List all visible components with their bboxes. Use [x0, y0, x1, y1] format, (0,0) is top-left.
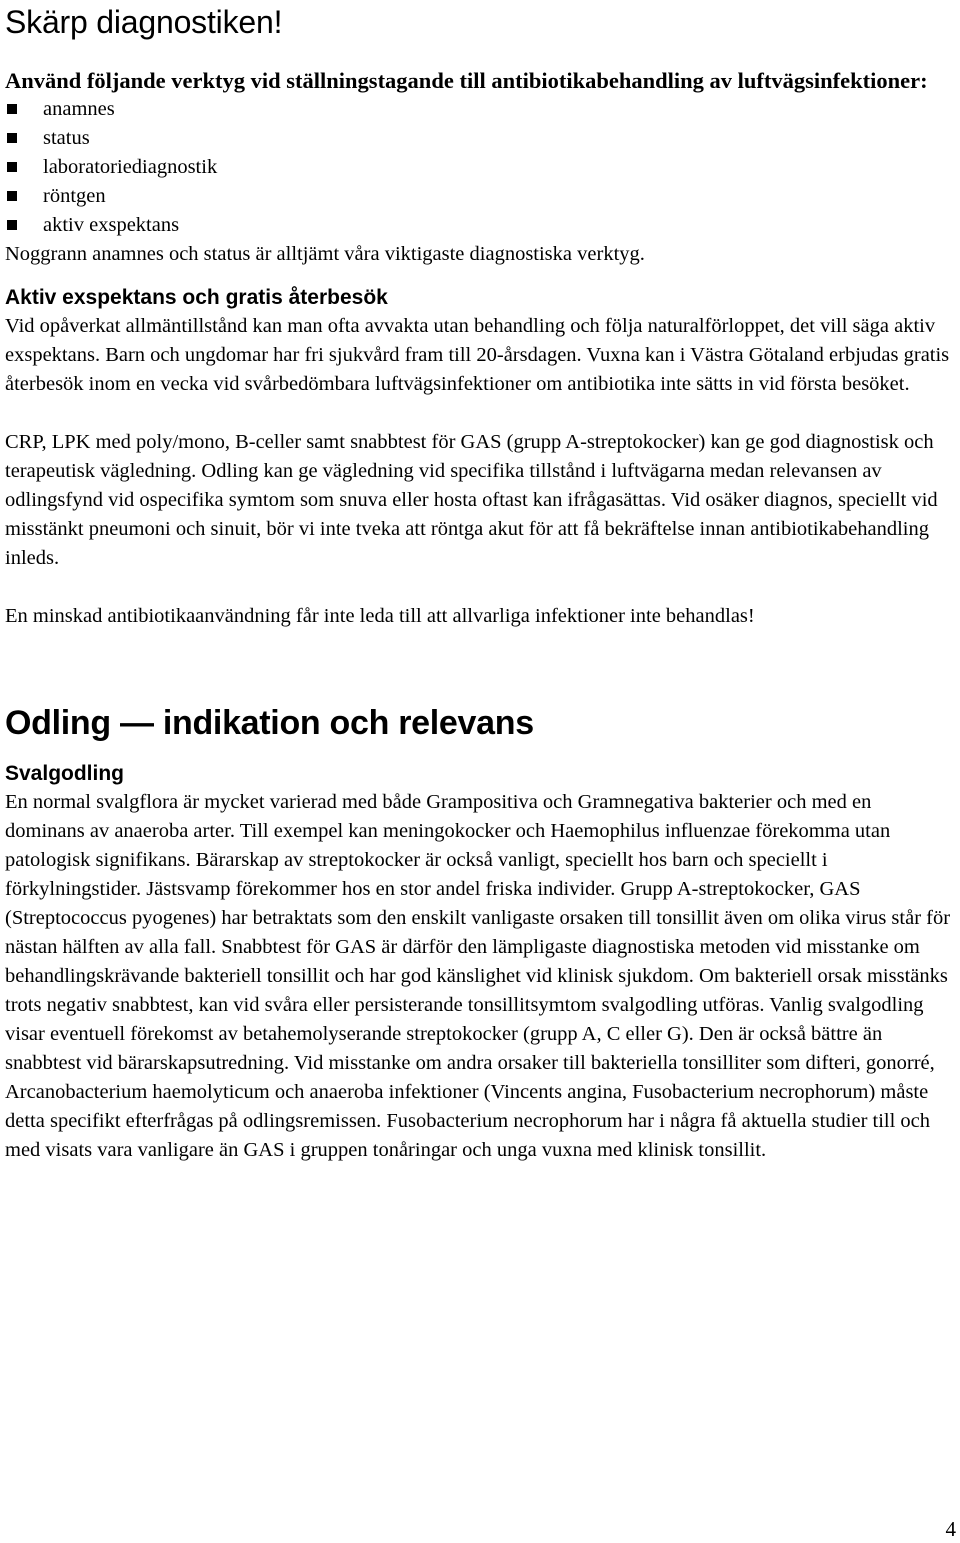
page-title: Skärp diagnostiken!	[5, 4, 283, 40]
aktiv-paragraph-3: En minskad antibiotikaanvändning får inte leda till att allvarliga infektioner inte behandlas!	[5, 605, 755, 627]
list-item	[43, 124, 956, 153]
list-item-label: aktiv exspektans	[43, 214, 180, 236]
tools-list	[5, 95, 956, 240]
list-item-label: anamnes	[43, 98, 115, 120]
list-item-label: laboratoriediagnostik	[43, 156, 218, 178]
list-item-label: röntgen	[43, 185, 106, 207]
tools-summary: Noggrann anamnes och status är alltjämt våra viktigaste diagnostiska verktyg.	[5, 243, 645, 265]
aktiv-paragraph-2: CRP, LPK med poly/mono, B-celler samt snabbtest för GAS (grupp A-streptokocker) kan ge god diagnostisk och terapeutisk vägledning. Odling kan ge vägledning vid specifika tillstånd i luftvägarna medan relevansen av odlingsfynd vid ospecifika symtom som snuva eller hosta oftast kan ifrågasättas. Vid osäker diagnos, speciellt vid misstänkt pneumoni och sinuit, bör vi inte tveka att röntga akut för att få bekräftelse innan antibiotikabehandling inleds.	[5, 431, 938, 569]
svalgodling-paragraph: En normal svalgflora är mycket varierad med både Grampositiva och Gramnegativa bakterier och med en dominans av anaeroba arter. Till exempel kan meningokocker och Haemophilus influenzae förekomma utan patologisk signifikans. Bärarskap av streptokocker är också vanligt, speciellt hos barn och speciellt i förkylningstider. Jästsvamp förekommer hos en stor andel friska individer. Grupp A-streptokocker, GAS (Streptococcus pyogenes) har betraktats som den enskilt vanligaste orsaken till tonsillit även om olika virus står för nästan hälften av alla fall. Snabbtest för GAS är därför den lämpligaste diagnostiska metoden vid misstanke om behandlingskrävande bakteriell tonsillit och har god känslighet vid klinisk sjukdom. Om bakteriell orsak misstänks trots negativ snabbtest, kan vid svåra eller persisterande tonsillitsymtom svalgodling utföras. Vanlig svalgodling visar eventuell förekomst av betahemolyserande streptokocker (grupp A, C eller G). Den är också bättre än snabbtest vid bärarskapsutredning. Vid misstanke om andra orsaker till bakteriella tonsilliter som difteri, gonorré, Arcanobacterium haemolyticum och anaeroba infektioner (Vincents angina, Fusobacterium necrophorum) måste detta specifikt efterfrågas på odlingsremissen. Fusobacterium necrophorum har i några få aktuella studier till och med visats vara vanligare än GAS i gruppen tonåringar och unga vuxna med klinisk tonsillit.	[5, 791, 951, 1161]
list-item	[43, 153, 956, 182]
page-number: 4	[945, 1517, 956, 1541]
square-bullet-icon	[7, 104, 17, 114]
list-item	[43, 95, 956, 124]
section-heading-odling: Odling — indikation och relevans	[5, 704, 534, 742]
square-bullet-icon	[7, 133, 17, 143]
list-item	[43, 211, 956, 240]
square-bullet-icon	[7, 162, 17, 172]
intro-text: Använd följande verktyg vid ställningstagande till antibiotikabehandling av luftvägsinfektioner:	[5, 68, 928, 93]
square-bullet-icon	[7, 191, 17, 201]
subheading-svalgodling: Svalgodling	[5, 762, 125, 785]
aktiv-paragraph-1: Vid opåverkat allmäntillstånd kan man ofta avvakta utan behandling och följa naturalförloppet, det vill säga aktiv exspektans. Barn och ungdomar har fri sjukvård fram till 20-årsdagen. Vuxna kan i Västra Götaland erbjudas gratis återbesök inom en vecka vid svårbedömbara luftvägsinfektioner om antibiotika inte sätts in vid första besöket.	[5, 315, 950, 395]
list-item-label: status	[43, 127, 90, 149]
section-heading-aktiv-exspektans: Aktiv exspektans och gratis återbesök	[5, 286, 388, 309]
list-item	[43, 182, 956, 211]
square-bullet-icon	[7, 220, 17, 230]
